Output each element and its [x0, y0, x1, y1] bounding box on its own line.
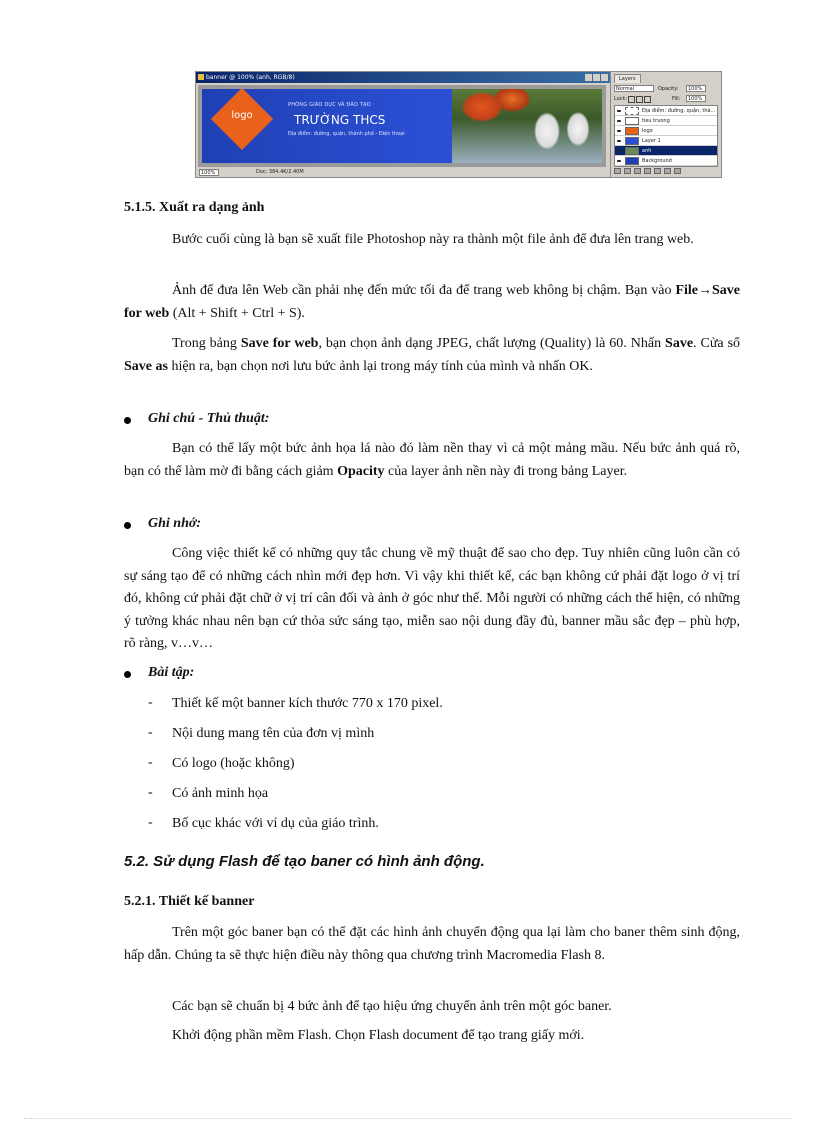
layer-thumbnail: [625, 157, 639, 165]
opacity-label: Opacity:: [658, 86, 679, 92]
lock-position-icon: [644, 96, 651, 103]
canvas-area: [198, 85, 606, 167]
doc-size: Doc: 384.4K/2.40M: [256, 169, 304, 175]
list-item: Có logo (hoặc không): [172, 756, 295, 771]
zoom-level: 100%: [199, 169, 219, 176]
list-item: Có ảnh minh họa: [172, 786, 269, 801]
photoshop-screenshot-figure: [195, 71, 722, 178]
layer-name: Địa điểm: đường, quận, thà...: [642, 108, 716, 114]
list-item: Thiết kế một banner kích thước 770 x 170 pixel.: [172, 696, 443, 711]
eye-icon: [616, 148, 622, 154]
list-dash: -: [148, 755, 153, 770]
layer-thumbnail: [625, 117, 639, 125]
lock-image-icon: [636, 96, 643, 103]
layer-mask-icon: [634, 168, 641, 174]
text-run: , bạn chọn ảnh dạng JPEG, chất lượng (Quality) là 60. Nhấn: [318, 336, 666, 351]
layers-list: [614, 105, 718, 167]
banner-line-3: Địa điểm: đường, quận, thành phố - Điện thoại: [288, 131, 405, 137]
text-run: hiện ra, bạn chọn nơi lưu bức ảnh lại trong máy tính của mình và nhấn OK.: [167, 358, 593, 374]
banner-logo-text: logo: [231, 110, 253, 121]
eye-icon: [616, 118, 622, 124]
layers-lock-row: [614, 95, 718, 103]
layers-panel-buttons: [614, 168, 718, 176]
blend-mode-select: Normal: [614, 85, 654, 92]
layer-style-icon: [624, 168, 631, 174]
section-heading-5-1-5: 5.1.5. Xuất ra dạng ảnh: [124, 200, 265, 215]
eye-icon: [616, 128, 622, 134]
trash-icon: [674, 168, 681, 174]
paragraph-export: Bước cuối cùng là bạn sẽ xuất file Photoshop này ra thành một file ảnh để đưa lên trang web.: [172, 232, 694, 247]
text-run: . Cửa sổ: [693, 336, 741, 351]
list-dash: -: [148, 725, 153, 740]
bullet-icon: [124, 671, 131, 678]
page-bottom-divider: [24, 1118, 792, 1119]
lock-label: Lock:: [614, 96, 628, 102]
bullet-icon: [124, 417, 131, 424]
layer-item-selected: [615, 146, 717, 156]
paragraph-start-flash: Khởi động phần mềm Flash. Chọn Flash document để tạo trang giấy mới.: [172, 1028, 585, 1043]
status-bar: [196, 168, 610, 177]
paragraph-prepare-images: Các bạn sẽ chuẩn bị 4 bức ảnh để tạo hiệu ứng chuyển ảnh trên một góc baner.: [172, 999, 612, 1014]
new-set-icon: [644, 168, 651, 174]
window-titlebar: [196, 72, 610, 83]
eye-icon: [616, 108, 622, 114]
list-item: Bố cục khác với ví dụ của giáo trình.: [172, 816, 379, 831]
list-dash: -: [148, 815, 153, 830]
layers-tab: Layers: [614, 74, 641, 83]
maximize-icon: [593, 74, 600, 81]
photoshop-document-window: [196, 72, 611, 177]
paragraph-jpeg-settings: [124, 333, 740, 378]
list-dash: -: [148, 695, 153, 710]
photoshop-icon: [198, 74, 204, 80]
bold-term: Save: [665, 336, 694, 351]
layers-panel: [611, 72, 721, 177]
window-title: banner @ 100% (anh, RGB/8): [206, 74, 295, 81]
banner-school-name: TRƯỜNG THCS: [294, 113, 386, 127]
layer-thumbnail: [625, 137, 639, 145]
bullet-icon: [124, 522, 131, 529]
window-controls: [584, 74, 608, 81]
list-item: Nội dung mang tên của đơn vị mình: [172, 726, 375, 741]
remember-label: Ghi nhớ:: [148, 516, 202, 531]
eye-icon: [616, 158, 622, 164]
banner-image: [202, 89, 602, 163]
opacity-value: 100%: [686, 85, 706, 92]
paragraph-save-for-web: [124, 280, 740, 325]
text-run: (Alt + Shift + Ctrl + S).: [169, 305, 305, 321]
bold-term: Opacity: [337, 463, 385, 479]
layer-name: Background: [642, 158, 672, 164]
layer-name: anh: [642, 148, 652, 154]
list-dash: -: [148, 785, 153, 800]
adjustment-layer-icon: [654, 168, 661, 174]
close-icon: [601, 74, 608, 81]
layer-name: tieu truong: [642, 118, 670, 124]
layer-name: Layer 1: [642, 138, 661, 144]
layer-thumbnail: [625, 107, 639, 115]
text-run: Trong bảng: [172, 336, 241, 351]
layer-name: logo: [642, 128, 653, 134]
layer-item: [615, 116, 717, 126]
layer-thumbnail: [625, 127, 639, 135]
exercise-label: Bài tập:: [148, 665, 195, 680]
lock-transparency-icon: [628, 96, 635, 103]
eye-icon: [616, 138, 622, 144]
new-layer-icon: [664, 168, 671, 174]
layer-item: [615, 126, 717, 136]
banner-line-1: PHÒNG GIÁO DỤC VÀ ĐÀO TẠO: [288, 102, 371, 108]
paragraph-tips: [124, 438, 740, 483]
layer-item: [615, 156, 717, 166]
paragraph-flash-intro: Trên một góc baner bạn có thể đặt các hình ảnh chuyển động qua lại làm cho baner thêm sinh động, hấp dẫn. Chúng ta sẽ thực hiện điều này thông qua chương trình Macromedia Flash 8.: [124, 925, 740, 963]
menu-path-bold: File→Save for web: [124, 283, 740, 321]
text-run: của layer ảnh nền này đi trong bảng Layer.: [384, 463, 628, 479]
minimize-icon: [585, 74, 592, 81]
link-layers-icon: [614, 168, 621, 174]
layer-item: [615, 106, 717, 116]
fill-value: 100%: [686, 95, 706, 102]
banner-photo: [452, 89, 602, 163]
tips-label: Ghi chú - Thủ thuật:: [148, 411, 270, 426]
bold-term: Save as: [124, 358, 168, 374]
layer-thumbnail: [625, 147, 639, 155]
paragraph-remember: Công việc thiết kế có những quy tắc chung về mỹ thuật để sao cho đẹp. Tuy nhiên cũng luôn cần có sự sáng tạo để có những cách nhìn mới đẹp hơn. Vì vậy khi thiết kế, các bạn không cứ phải đặt logo ở vị trí đó, không cứ phải đặt chữ ở vị trí cân đối và ảnh ở góc như thế. Mỗi người có những cách thể hiện, có những ý tưởng khác nhau nên bạn cứ thỏa sức sáng tạo, miễn sao nội dung đầy đủ, banner mầu sắc đẹp – phù hợp, rõ ràng, v…v…: [124, 546, 740, 651]
section-heading-5-2-1: 5.2.1. Thiết kế banner: [124, 894, 255, 909]
text-run: Bạn có thể lấy một bức ảnh họa lá nào đó làm nền thay vì cả một mảng mầu. Nếu bức ảnh quá rõ, bạn có thể làm mờ đi bằng cách giảm: [124, 441, 740, 479]
layer-item: [615, 136, 717, 146]
fill-label: Fill:: [672, 96, 681, 102]
bold-term: Save for web: [240, 336, 319, 351]
text-run: Ảnh để đưa lên Web cần phải nhẹ đến mức tối đa để trang web không bị chậm. Bạn vào: [172, 283, 676, 298]
section-heading-5-2: 5.2. Sử dụng Flash để tạo baner có hình ảnh động.: [124, 853, 485, 870]
layers-blend-row: [614, 85, 718, 93]
